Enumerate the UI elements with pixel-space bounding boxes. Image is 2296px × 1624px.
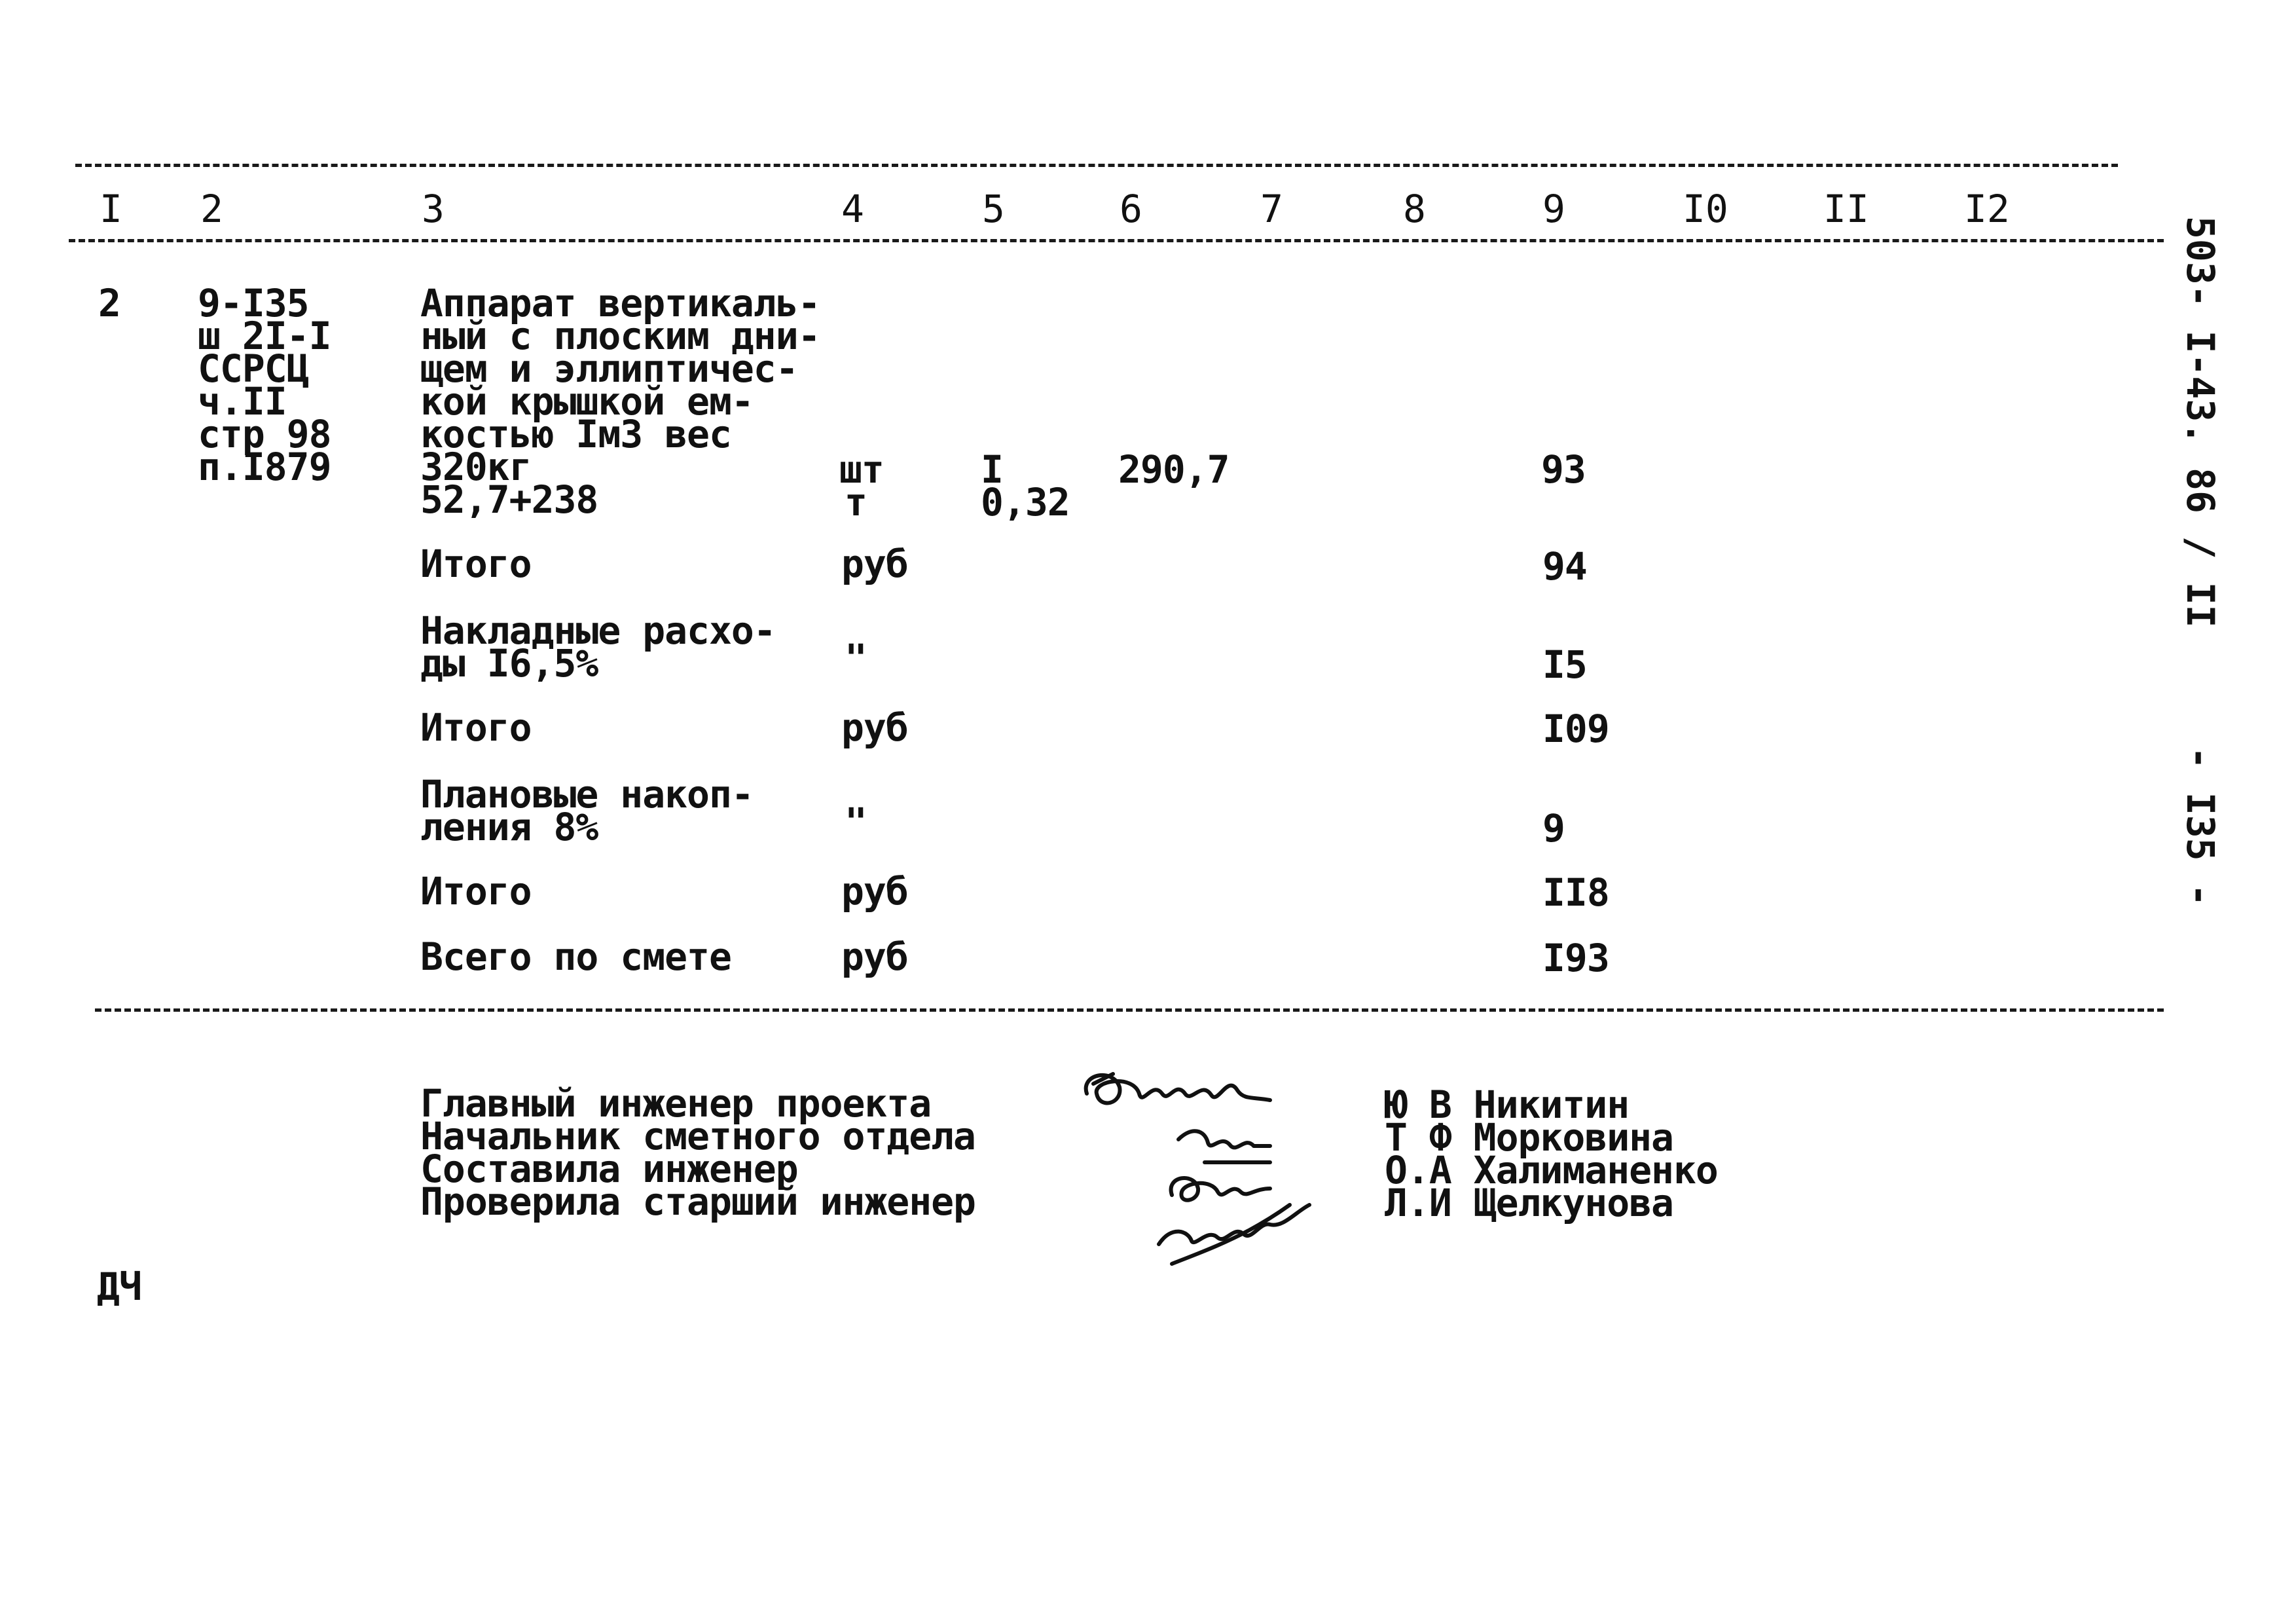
handwritten-signatures — [1074, 1048, 1388, 1283]
summary-unit: руб — [841, 869, 908, 913]
summary-label: Накладные расхо- — [420, 608, 776, 653]
item-description-line: Аппарат вертикаль- — [420, 281, 820, 325]
summary-label: Плановые накоп- — [420, 772, 754, 817]
header-col-3: 3 — [422, 187, 445, 231]
grand-total-unit: руб — [841, 934, 908, 979]
total-cell: 93 — [1541, 447, 1586, 492]
summary-value: 94 — [1542, 544, 1587, 589]
item-description-line: кой крышкой ем- — [420, 379, 754, 424]
summary-value: II8 — [1542, 870, 1609, 915]
rate-ref-line: п.I879 — [198, 445, 331, 489]
header-bottom-rule — [69, 239, 2164, 242]
quantity-cell: 0,32 — [981, 480, 1070, 525]
unit-cell: т — [845, 480, 867, 525]
rate-ref-line: ССРСЦ — [198, 346, 309, 391]
signatory-name: Т Ф Морковина — [1385, 1115, 1673, 1160]
signatory-role: Составила инженер — [420, 1147, 798, 1191]
quantity-cell: I — [981, 447, 1003, 492]
summary-label: Итого — [420, 705, 532, 750]
header-col-5: 5 — [982, 187, 1005, 231]
table-top-rule — [75, 164, 2118, 167]
header-col-9: 9 — [1542, 187, 1565, 231]
unit-cell: шт — [839, 447, 884, 492]
rate-ref-line: ч.II — [198, 379, 287, 424]
header-col-11: II — [1823, 187, 1869, 231]
header-col-12: I2 — [1964, 187, 2010, 231]
signatory-role: Проверила старший инженер — [420, 1179, 975, 1224]
signatory-role: Начальник сметного отдела — [420, 1114, 975, 1158]
rate-ref-line: стр 98 — [198, 412, 331, 456]
row-number: 2 — [98, 281, 120, 325]
item-description-line: ный с плоским дни- — [420, 314, 820, 358]
header-col-2: 2 — [200, 187, 223, 231]
header-col-4: 4 — [841, 187, 864, 231]
summary-unit: " — [845, 800, 867, 844]
item-description-line: костью IмЗ вес — [420, 412, 731, 456]
rate-ref-line: 9-I35 — [198, 281, 309, 325]
summary-value: 9 — [1542, 806, 1565, 851]
summary-label: Итого — [420, 869, 532, 913]
summary-value: I09 — [1542, 707, 1609, 751]
header-col-8: 8 — [1403, 187, 1426, 231]
summary-unit: " — [845, 636, 867, 680]
summary-value: I5 — [1542, 642, 1587, 687]
header-col-10: I0 — [1683, 187, 1728, 231]
document-code: 503- I-43. 86 / II — [2178, 216, 2223, 628]
item-description-line: щем и эллиптичес- — [420, 346, 798, 391]
summary-label: ления 8% — [420, 805, 598, 849]
header-col-1: I — [100, 187, 122, 231]
summary-unit: руб — [841, 542, 908, 586]
signatory-name: О.А Халиманенко — [1385, 1148, 1718, 1192]
signatory-name: Л.И Щелкунова — [1385, 1181, 1673, 1225]
summary-unit: руб — [841, 705, 908, 750]
summary-label: Итого — [420, 542, 532, 586]
item-description-line: 320кг — [420, 445, 532, 489]
signatory-name: Ю В Никитин — [1385, 1082, 1630, 1127]
table-bottom-rule — [95, 1008, 2164, 1012]
signatory-role: Главный инженер проекта — [420, 1081, 932, 1126]
summary-label: ды I6,5% — [420, 641, 598, 686]
header-col-7: 7 — [1260, 187, 1283, 231]
page-number: - I35 - — [2178, 747, 2223, 907]
grand-total-label: Всего по смете — [420, 934, 731, 979]
grand-total-value: I93 — [1542, 936, 1609, 980]
footer-mark: ДЧ — [97, 1264, 141, 1309]
item-description-line: 52,7+238 — [420, 477, 598, 522]
header-col-6: 6 — [1120, 187, 1142, 231]
rate-ref-line: ш 2I-I — [198, 314, 331, 358]
price-cell: 290,7 — [1118, 447, 1230, 492]
